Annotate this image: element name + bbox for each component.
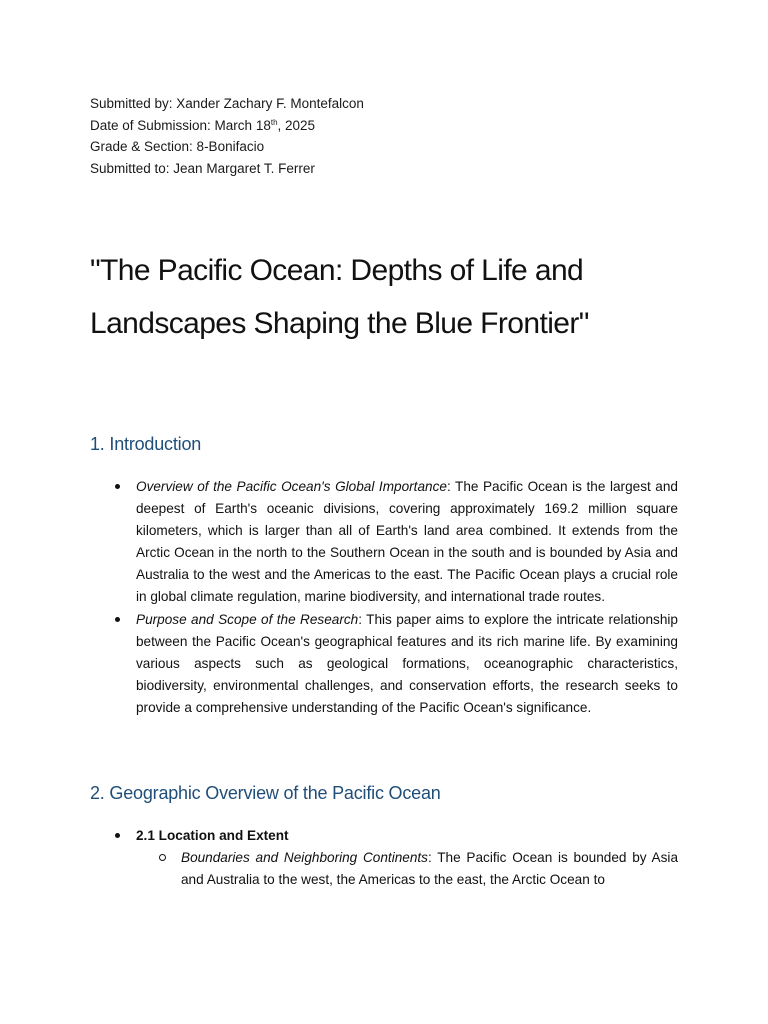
list-item xyxy=(136,825,678,891)
date-prefix: Date of Submission: March 18 xyxy=(90,117,271,133)
date-ordinal-suffix: th xyxy=(270,117,278,127)
section-heading-geographic-overview: 2. Geographic Overview of the Pacific Ocean xyxy=(90,783,441,803)
subsection-label: 2.1 Location and Extent xyxy=(136,828,289,843)
subsection-list xyxy=(136,847,678,891)
sub-list-item xyxy=(181,847,678,891)
section-heading-introduction: 1. Introduction xyxy=(90,434,202,454)
geographic-overview-list xyxy=(136,825,678,891)
date-of-submission-line xyxy=(90,115,364,137)
list-item xyxy=(136,609,678,719)
list-item-lead: Overview of the Pacific Ocean's Global Importance xyxy=(136,479,447,494)
date-year: , 2025 xyxy=(277,117,316,133)
list-item-text: : The Pacific Ocean is the largest and deepest of Earth's oceanic divisions, covering approximately 169.2 million square kilometers, which is larger than all of Earth's land area combined. It extends from the Arctic Ocean in the north to the Southern Ocean in the south and is bounded by Asia and Australia to the west and the Americas to the east. The Pacific Ocean plays a crucial role in global climate regulation, marine biodiversity, and international trade routes. xyxy=(136,479,678,605)
submission-details xyxy=(90,93,364,180)
sub-list-item-lead: Boundaries and Neighboring Continents xyxy=(181,850,428,866)
submitted-by-line: Submitted by: Xander Zachary F. Montefalcon xyxy=(90,96,364,111)
list-item xyxy=(136,476,678,609)
submitted-to-line: Submitted to: Jean Margaret T. Ferrer xyxy=(90,161,315,177)
introduction-list xyxy=(136,476,678,719)
document-title: "The Pacific Ocean: Depths of Life and Landscapes Shaping the Blue Frontier" xyxy=(90,254,589,340)
sub-list-item-text: : The Pacific Ocean is bounded by Asia and Australia to the west, the Americas to the east, the Arctic Ocean to xyxy=(181,850,679,888)
grade-section-line: Grade & Section: 8-Bonifacio xyxy=(90,139,265,155)
list-item-lead: Purpose and Scope of the Research xyxy=(136,611,359,627)
list-item-text: : This paper aims to explore the intricate relationship between the Pacific Ocean's geographical features and its rich marine life. By examining various aspects such as geological formations, oceanographic characteristics, biodiversity, environmental challenges, and conservation efforts, the research seeks to provide a comprehensive understanding of the Pacific Ocean's significance. xyxy=(136,611,678,715)
